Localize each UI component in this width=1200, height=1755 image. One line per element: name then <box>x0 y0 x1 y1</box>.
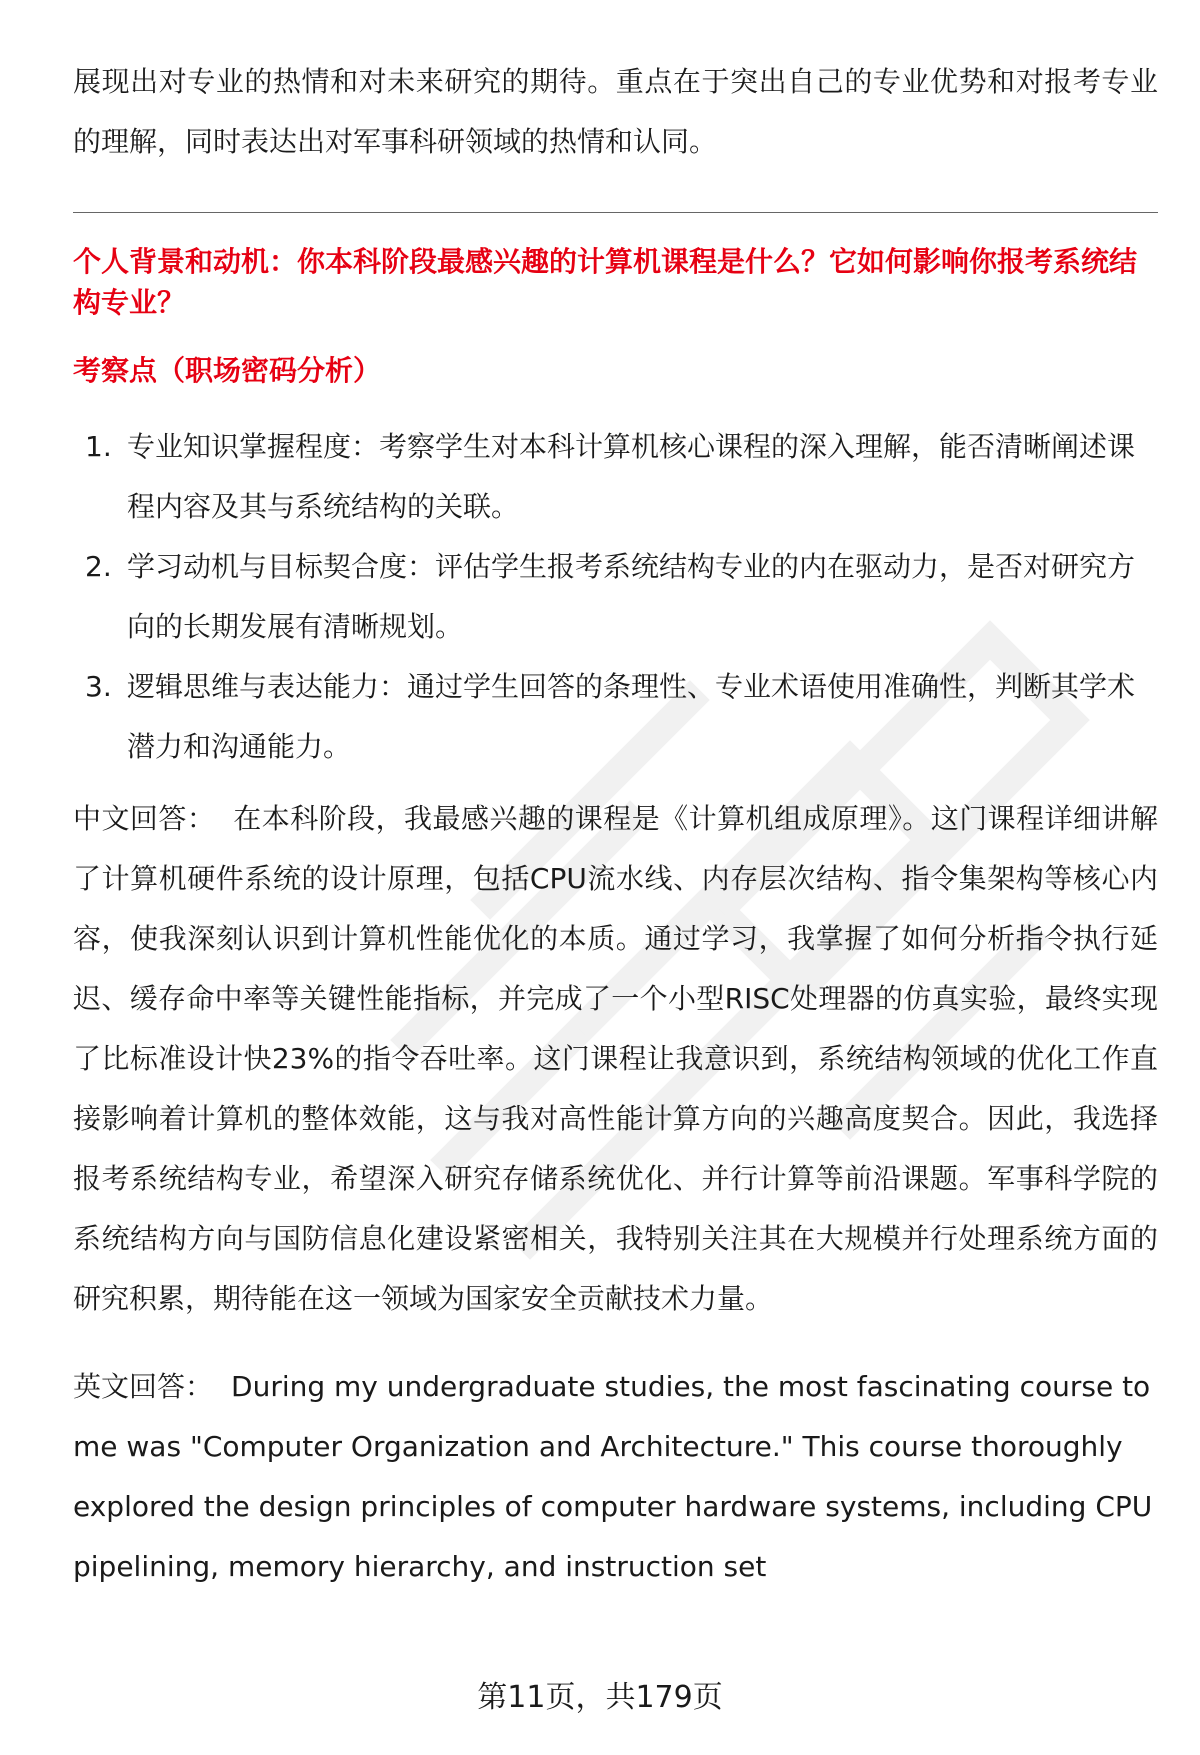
list-item <box>73 657 1158 777</box>
chinese-answer-text: 在本科阶段，我最感兴趣的课程是《计算机组成原理》。这门课程详细讲解了计算机硬件系统的设计原理，包括CPU流水线、内存层次结构、指令集架构等核心内容，使我深刻认识到计算机性能优化的本质。通过学习，我掌握了如何分析指令执行延迟、缓存命中率等关键性能指标，并完成了一个小型RISC处理器的仿真实验，最终实现了比标准设计快23%的指令吞吐率。这门课程让我意识到，系统结构领域的优化工作直接影响着计算机的整体效能，这与我对高性能计算方向的兴趣高度契合。因此，我选择报考系统结构专业，希望深入研究存储系统优化、并行计算等前沿课题。军事科学院的系统结构方向与国防信息化建设紧密相关，我特别关注其在大规模并行处理系统方面的研究积累，期待能在这一领域为国家安全贡献技术力量。 <box>73 802 1158 1315</box>
list-item <box>73 417 1158 537</box>
page-content <box>73 52 1158 1597</box>
list-item-text: 学习动机与目标契合度：评估学生报考系统结构专业的内在驱动力，是否对研究方向的长期发展有清晰规划。 <box>127 550 1136 643</box>
list-item-text: 逻辑思维与表达能力：通过学生回答的条理性、专业术语使用准确性，判断其学术潜力和沟通能力。 <box>127 670 1136 763</box>
list-item-number: 1. <box>85 430 112 463</box>
list-item <box>73 537 1158 657</box>
list-item-number: 3. <box>85 670 112 703</box>
english-answer-text: During my undergraduate studies, the most fascinating course to me was "Computer Organization and Architecture." This course thoroughly explored the design principles of computer hardware systems, including CPU pipelining, memory hierarchy, and instruction set <box>73 1370 1153 1583</box>
english-answer-label: 英文回答： <box>73 1370 214 1403</box>
evaluation-points-list <box>73 417 1158 777</box>
chinese-answer-label: 中文回答： <box>73 802 216 835</box>
list-item-number: 2. <box>85 550 112 583</box>
section-divider <box>73 212 1158 213</box>
page-number-footer: 第11页，共179页 <box>477 1680 723 1715</box>
english-answer <box>73 1357 1158 1597</box>
intro-paragraph: 展现出对专业的热情和对未来研究的期待。重点在于突出自己的专业优势和对报考专业的理解，同时表达出对军事科研领域的热情和认同。 <box>73 65 1158 158</box>
list-item-text: 专业知识掌握程度：考察学生对本科计算机核心课程的深入理解，能否清晰阐述课程内容及其与系统结构的关联。 <box>127 430 1136 523</box>
chinese-answer <box>73 789 1158 1329</box>
evaluation-points-heading: 考察点（职场密码分析） <box>73 354 382 387</box>
question-heading: 个人背景和动机：你本科阶段最感兴趣的计算机课程是什么？它如何影响你报考系统结构专业？ <box>73 245 1138 319</box>
